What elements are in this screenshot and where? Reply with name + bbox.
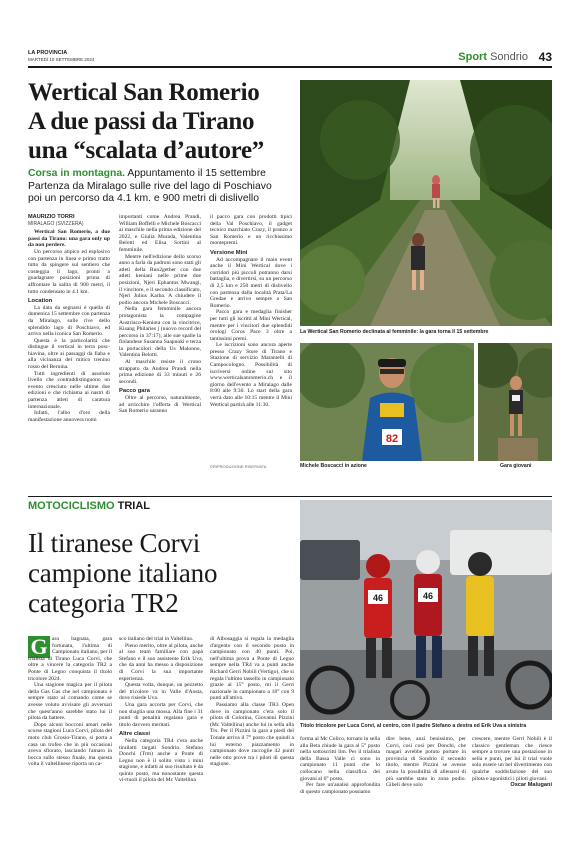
paragraph: Tutti ingredienti di assoluto livello che contraddistinguono un evento cresciuto nelle ultime due edizioni e che richiama ai nastri di partenza atleti di caratura internazionale. bbox=[28, 370, 110, 410]
issue-date: MARTEDÌ 10 SETTEMBRE 2024 bbox=[28, 57, 95, 62]
runner-closeup-image bbox=[300, 343, 474, 461]
article1-headline bbox=[28, 78, 298, 165]
section-sondrio: Sondrio bbox=[490, 51, 528, 63]
paragraph: Infatti, l'albo d'oro della manifestazione annovera nomi bbox=[28, 410, 110, 423]
paragraph: Questa è la particolarità che distingue il vertical in terra posc-hiavina, oltre ai passaggi da fiaba e alla vicinanza del mitico trenino rosso del Bernina. bbox=[28, 337, 110, 371]
forest-trail-image bbox=[300, 80, 552, 326]
paragraph: Nella gara femminile ancora protagonista la compagine Austriaco-Keniota con la vincitrice, Kisang Philaries j (nuovo record del percorso in 37:17), alle sue spalle la finlandese Susanna Saapunki e terza la portacolori della Us Malonno, Valentina Belotti. bbox=[119, 306, 201, 359]
subhead-pacco-gara: Pacco gara bbox=[119, 388, 150, 395]
paragraph: Una stagione magica per il pilota della Gas Gas che nel campionato è sempre stato al comando come se avesse voluto avvisare gli avversari che quest'anno sarebbe stato lui il pilota da battere. bbox=[28, 682, 112, 722]
headline-line-2: campione italiano bbox=[28, 558, 218, 588]
paragraph: Per fare un'analisi approfondita di questo campionato possiamo bbox=[300, 782, 380, 795]
deck-line-1: Appuntamento il 15 settembre bbox=[125, 168, 266, 179]
paragraph: Nella categoria TR4 c'era anche tirailatti targati Sondrio. Stefano Donchi (Trm) anche a Ponte di Legno non è il solito visto i mini stagione, e infatti al suo risultato è da quinto posto, ma nonostante questa vi-rtuoli il pilota del Mc Valtellina bbox=[119, 737, 203, 784]
photo-trail-runners bbox=[300, 80, 552, 326]
paragraph: Dopo alcuni bocconi amari nelle scorse stagioni Luca Corvi, pilota del moto club Grosio-Tirano, si porta a casa un trofeo che in più occasioni aveva sfiorato, lasciando l'amaro in bocca sullo stesso finale, ma questa volta il valtellinese riporta un ca- bbox=[28, 721, 112, 768]
article2-col3 bbox=[210, 636, 294, 841]
author-signature: Oscar Malugani bbox=[510, 782, 552, 789]
kicker-sport: MOTOCICLISMO bbox=[28, 500, 115, 512]
headline-line-2: A due passi da Tirano bbox=[28, 108, 255, 135]
paragraph: dire bene, anzi benissimo, per Corvi, così così per Donchi, che magari avrebbe potuto portare in provincia di Sondrio il secondo titolo, mentre Pizzini se avesse avuto la possibilità di allenarsi di più sarebbe stato in zona podio. Gibeli deve solo bbox=[386, 736, 466, 789]
photo1-caption: La Wertical San Romerio declinata al femminile: la gara torna il 15 settembre bbox=[300, 329, 489, 335]
paragraph: Oltre al percorso, naturalmente, ad arricchire l'offerta di Wertical San Romerio saranno bbox=[119, 395, 201, 415]
bib-right: 46 bbox=[422, 591, 434, 601]
paragraph: Una gara accorta per Corvi, che non sbaglia una mossa. Alla fine i 31 punti di penalità regalano gara e titolo davvero meritati. bbox=[119, 701, 203, 728]
article2-col2 bbox=[119, 636, 203, 841]
photo-boscacci bbox=[300, 343, 474, 461]
paragraph: Pacco gara e medaglia finisher per tutti gli iscritti al Mini Wertical, mentre per i vincitori due splendidi orologi Coros Pace 3 oltre a tantissimi premi. bbox=[210, 309, 292, 342]
masthead: LA PROVINCIA bbox=[28, 50, 68, 56]
paragraph: di Albosaggia si regala la medaglia d'argento con il secondo posto in campionato con 40 punti. Poi, nell'ultima prova a Ponte di Legno sempre nella TR4 va a punti anche Richard Gerri Nobili (Vertigo), che si regala l'ultimo tassello in campionato grazie al 15° posto, mi il Gerri nazionale in campionato a 18° con 9 punti all'attivo. bbox=[210, 636, 294, 702]
headline-line-1: Wertical San Romerio bbox=[28, 79, 260, 106]
headline-line-3: categoria TR2 bbox=[28, 588, 179, 618]
article1-col2 bbox=[119, 214, 201, 464]
paragraph: Mentre nell'edizione dello scorso anno a farla da padroni sono stati gli atleti della Run2gether con due atleti keniani nelle prime due posizioni, Njeri Ephantus Mwangi, il vincitore, e il secondo classificato, Njeri Julius Karba. A chiudere il podio ancora Michele Boscacci. bbox=[119, 253, 201, 306]
bib-left: 46 bbox=[372, 593, 384, 603]
article1-col3 bbox=[210, 214, 292, 462]
deck-line-3: poi un percorso da 4.1 km. e 900 metri di dislivello bbox=[28, 193, 260, 204]
article2-col4 bbox=[300, 736, 380, 841]
paragraph: il pacco gara con prodotti tipici della Val Poschiavo, il gadget tecnico marchiato Crazy, il pranzo a San Romerio e un ricchissimo montepremi. bbox=[210, 214, 292, 247]
paragraph: ara bagnata, gara fortunata, l'ultima di Campionato italiano, per il trialista di Tirano Luca Corvi, che oltre a vincere la categoria TR2 a Ponte di Legno conquista il titolo tricolore 2024. bbox=[28, 636, 112, 682]
copyright-note: ©RIPRODUZIONE RISERVATA bbox=[210, 464, 267, 469]
article2-col5 bbox=[386, 736, 466, 841]
photo3-caption: Gara giovani bbox=[500, 463, 532, 469]
byline-location: MIRALAGO (SVIZZERA) bbox=[28, 220, 84, 227]
paragraph: Le iscrizioni sono ancora aperte presso Crazy Store di Tirano e Stazione di servizio Marantelli di Campocologno. Possibilità di iscriversi online sul sito www.werticalsanromerio.ch e il giorno dell'evento a Miralago dalle 8:00 alle 9:30. Lo start della gara verrà dato alle 10:15 mentre il Mini Wertical partirà alle 11:30. bbox=[210, 342, 292, 408]
paragraph: Wertical San Romerio, a due passi da Tirano: una gara only up da non perdere. bbox=[28, 229, 110, 249]
article2-headline bbox=[28, 528, 288, 618]
kicker-discipline: TRIAL bbox=[117, 500, 151, 512]
paragraph: importanti come Andrea Prandi, William Boffelli e Michele Boscacci ai maschile nella prima edizione del 2022, e Giulia Murada, Valentina Belotti ed Elisa Sortini al femminile. bbox=[119, 214, 201, 253]
article1-col1 bbox=[28, 214, 110, 464]
paragraph: Pieno merito, oltre al pilota, anche al suo team familiare con papà Stefano e il suo assistente Erik Uva, che da anni ha messo a disposizione di Corvi la sua importante esperienza. bbox=[119, 642, 203, 682]
headline-line-1: Il tiranese Corvi bbox=[28, 528, 201, 558]
paragraph: Passiamo alla classe TR3 Open dove in campionato c'era solo il pilota di Colorina, Giovanni Pizzini (Mc Valtellina) anche lui in sella alla Trs. Per il Pizzini la gara a piedi del Tonale arriva il 7° posto che quindi a lui esterno piazzamento in campionato dove raccoglie 42 punti nelle otto prove tra i piloti di questa stagione. bbox=[210, 701, 294, 768]
paragraph: Ad accompagnare il main event anche il Mini Wertical dove i corridori più piccoli potranno darsi battaglia, e divertirsi, su un percorso di 2,5 km e 250 metri di dislivello con partenza dalla località Prata/La Gredae e arrivo sempre a San Romerio. bbox=[210, 256, 292, 309]
paragraph: La data da segnarsi è quella di domenica 15 settembre con partenza da Miralago, sulle rive dello splendido lago di Poschiavo, ed arrivo nella iconica San Romerio. bbox=[28, 304, 110, 338]
paragraph: Un percorso atipico ed esplosivo con partenza in linea e primo tratto tutto da spingere sul sentiero che costeggia il lago, pronti a guadagnare posizioni prima di affrontare la salita di 900 metri, il tutto condensato in 4.1 km. bbox=[28, 248, 110, 295]
photo-trial-caption: Titolo tricolore per Luca Corvi, al centro, con il padre Stefano a destra ed Erik Uva a sinistra bbox=[300, 723, 527, 729]
paragraph: forma al Mc Colico, tornato in sella alla Beta chiude la gara al 5° posto nella sottoscritti lim. Per il trialista della Bassa Valle ci sono in campionato 11 punti che lo collocano nella classifica dei giovani al 6° posto. bbox=[300, 736, 380, 782]
article2-col1 bbox=[28, 636, 112, 841]
section-label bbox=[458, 51, 528, 63]
paragraph: crescere, mentre Gerri Nobili è il classico gentleman che riesce sempre a trovare una postazione in sella e punti, per lui il trial vuole solo essere un bel divertimento con qualche soddisfazione del suo pilota e agonistici i piloti giovani. bbox=[472, 736, 552, 782]
deck-line-2: Partenza da Miralago sulle rive del lago di Poschiavo bbox=[28, 180, 272, 192]
section-sport: Sport bbox=[458, 51, 488, 63]
bib-number: 82 bbox=[385, 433, 399, 445]
paragraph: Al maschile resiste il crono strappato da Andrea Prandi nella prima edizione di 33 minuti e 26 secondi. bbox=[119, 359, 201, 385]
headline-line-3: una “scalata d’autore” bbox=[28, 137, 265, 164]
photo-trial-podium bbox=[300, 500, 552, 720]
riders-group-image bbox=[300, 500, 552, 720]
article2-kicker bbox=[28, 500, 150, 512]
subhead-versione-mini: Versione Mini bbox=[210, 249, 248, 256]
photo2-caption: Michele Boscacci in azione bbox=[300, 463, 367, 469]
article1-deck bbox=[28, 168, 296, 206]
byline: MAURIZIO TORRI bbox=[28, 214, 75, 220]
paragraph: sco italiano del trial in Valtellina. bbox=[119, 636, 194, 642]
subhead-altre-classi: Altre classi bbox=[119, 731, 150, 738]
photo-gara-giovani bbox=[478, 343, 552, 461]
deck-kicker: Corsa in montagna. bbox=[28, 168, 125, 179]
young-runner-image bbox=[478, 343, 552, 461]
page-number: 43 bbox=[538, 50, 552, 64]
subhead-location: Location bbox=[28, 298, 53, 305]
paragraph: Questa volta, dunque, un pezzetto del tricolore va in Valle d'Aosta, dove risiede Uva. bbox=[119, 682, 203, 702]
dropcap: G bbox=[28, 636, 50, 658]
header-rule bbox=[28, 66, 552, 68]
article2-col6 bbox=[472, 736, 552, 841]
section-divider bbox=[28, 496, 552, 497]
